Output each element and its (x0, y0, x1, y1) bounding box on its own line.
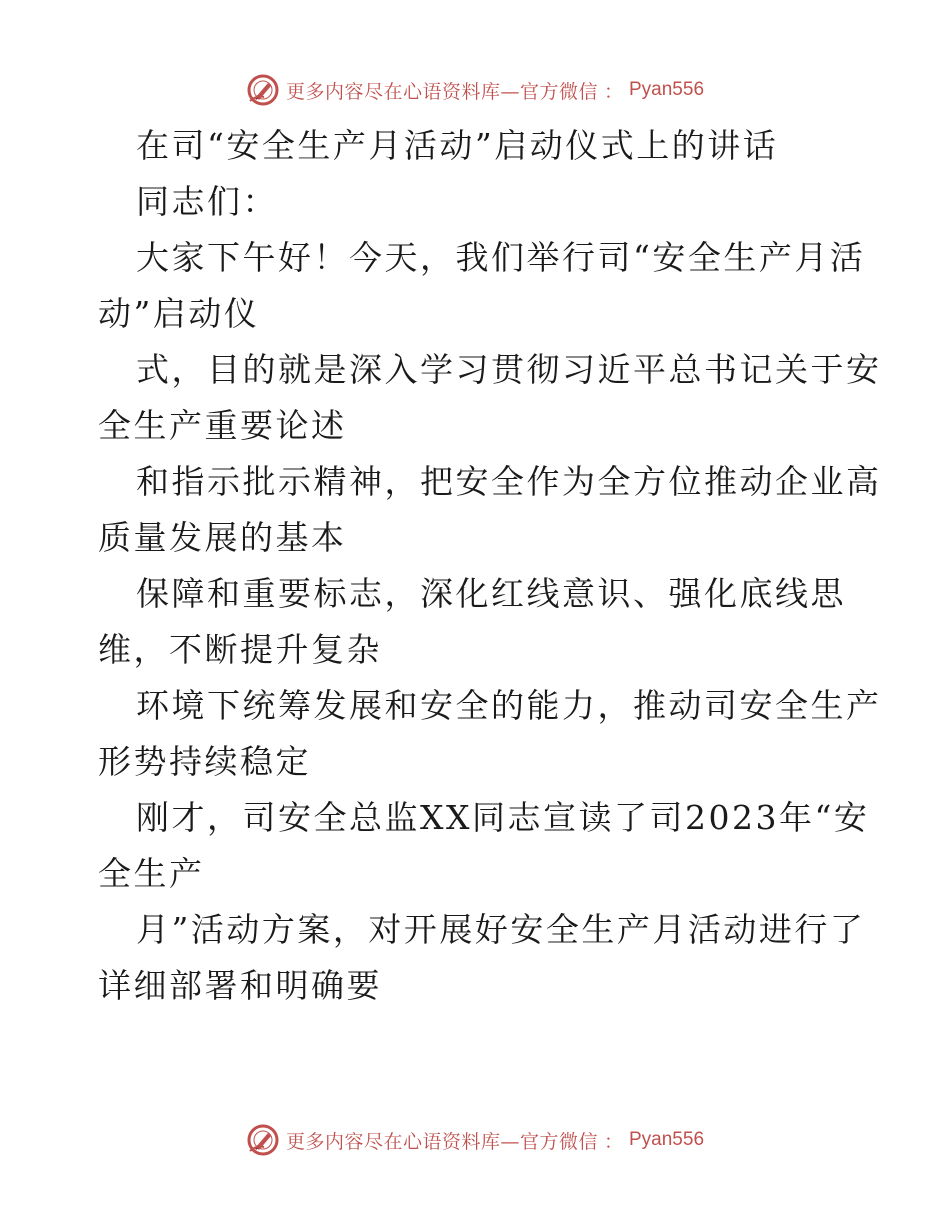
paragraph-line: 质量发展的基本 (98, 518, 347, 557)
paragraph-line: 环境下统筹发展和安全的能力，推动司安全生产 (136, 686, 882, 725)
document-salutation: 同志们： (136, 182, 278, 221)
paragraph-line: 全生产重要论述 (98, 406, 347, 445)
document-body (98, 118, 882, 1014)
paragraph-line: 详细部署和明确要 (98, 966, 382, 1005)
watermark-colon: ： (603, 80, 623, 103)
watermark-wechat-id: Pyan556 (629, 79, 705, 100)
paragraph-line: 式，目的就是深入学习贯彻习近平总书记关于安 (136, 350, 882, 389)
paragraph-line: 月”活动方案，对开展好安全生产月活动进行了 (136, 910, 866, 949)
pen-nib-logo-icon (246, 1123, 280, 1157)
paragraph-line: 和指示批示精神，把安全作为全方位推动企业高 (136, 462, 882, 501)
paragraph-line: 刚才，司安全总监XX同志宣读了司2023年“安 (136, 798, 870, 837)
watermark-site-text: 更多内容尽在心语资料库—官方微信 (285, 1130, 598, 1153)
watermark-wechat-id: Pyan556 (629, 1129, 705, 1150)
paragraph-line: 动”启动仪 (98, 294, 260, 333)
document-title: 在司“安全生产月活动”启动仪式上的讲话 (136, 126, 779, 165)
watermark-colon: ： (603, 1130, 623, 1153)
paragraph-line: 全生产 (98, 854, 205, 893)
header-watermark (0, 70, 950, 110)
paragraph-line: 维，不断提升复杂 (98, 630, 382, 669)
watermark-site-text: 更多内容尽在心语资料库—官方微信 (285, 80, 598, 103)
pen-nib-logo-icon (246, 73, 280, 107)
footer-watermark (0, 1120, 950, 1160)
paragraph-line: 形势持续稳定 (98, 742, 311, 781)
paragraph-line: 大家下午好！今天，我们举行司“安全生产月活 (136, 238, 866, 277)
paragraph-line: 保障和重要标志，深化红线意识、强化底线思 (136, 574, 846, 613)
